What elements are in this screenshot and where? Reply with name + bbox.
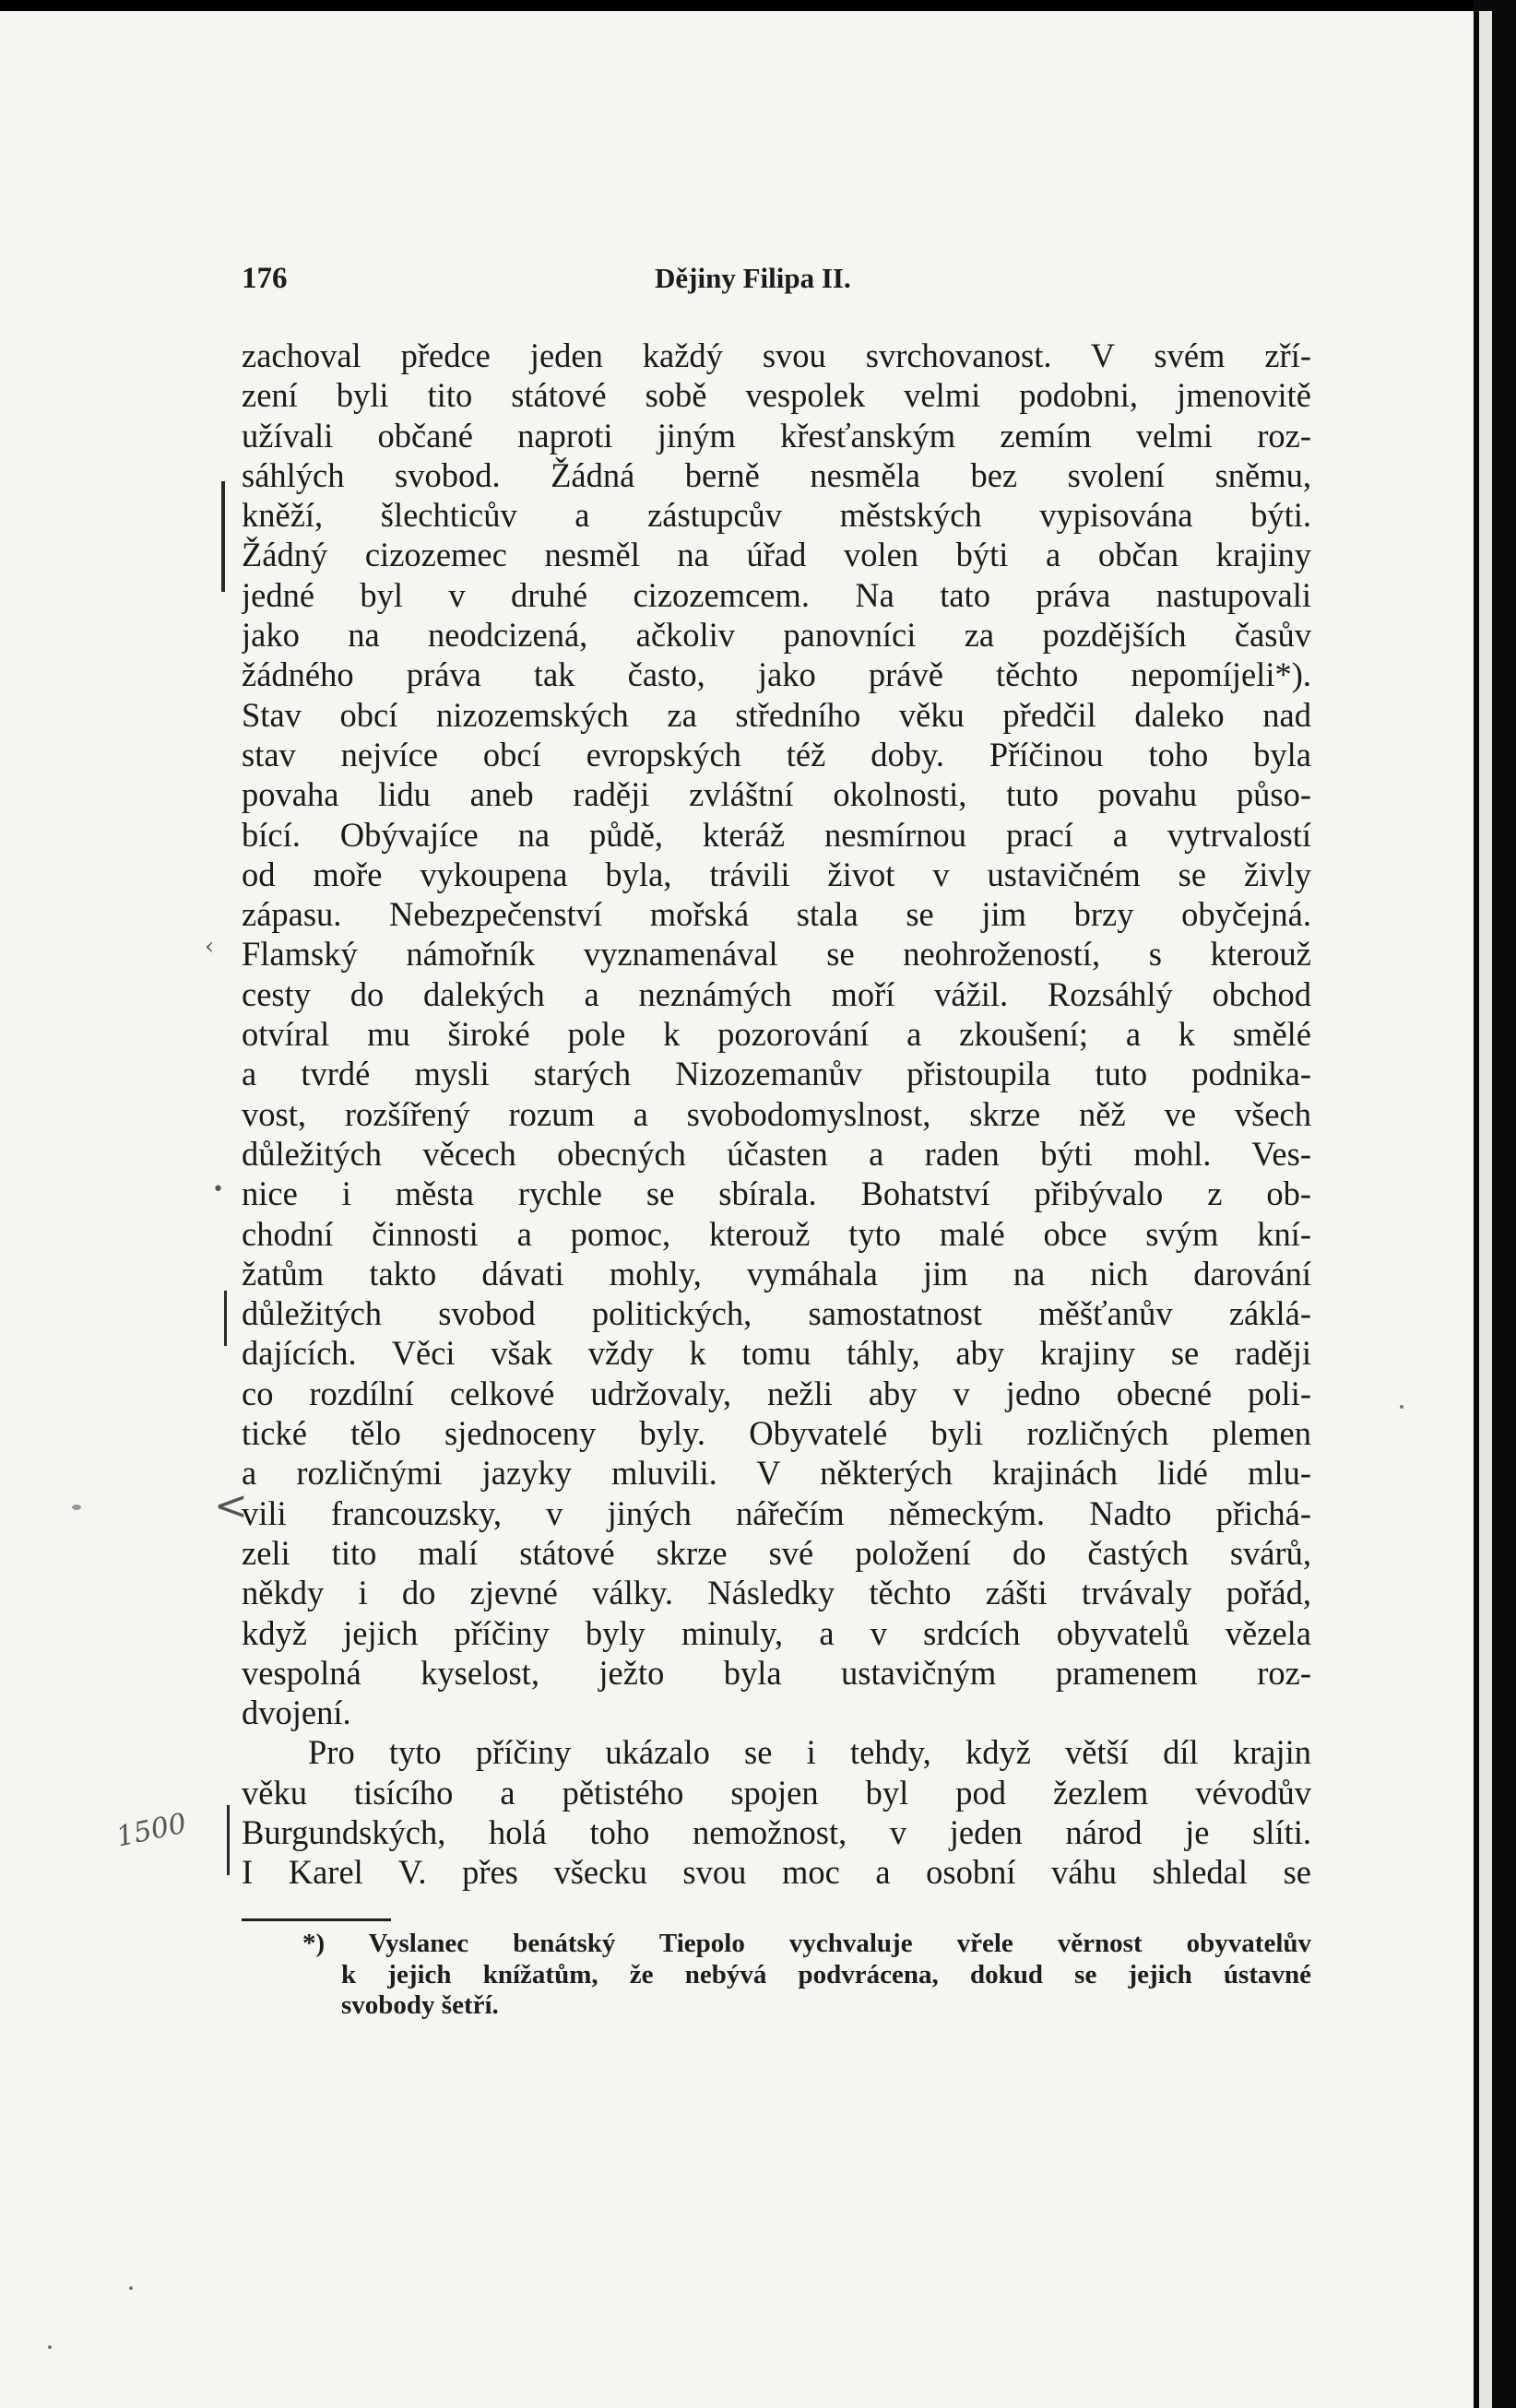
text-line: Burgundských, holá toho nemožnost, v jeden národ je slíti. (242, 1812, 1311, 1851)
text-line: zachoval předce jeden každý svou svrchovanost. V svém zří- (242, 336, 1311, 374)
text-line: dajících. Věci však vždy k tomu táhly, aby krajiny se raději (242, 1334, 1311, 1373)
text-line: stav nejvíce obcí evropských též doby. Příčinou toho byla (242, 735, 1311, 773)
footnote-line: k jejich knížatům, že nebývá podvrácena, dokud se jejich ústavné (341, 1959, 1311, 1989)
body-text (242, 336, 1311, 1893)
text-line: povaha lidu aneb raději zvláštní okolnosti, tuto povahu půso- (242, 775, 1311, 814)
text-line: když jejich příčiny byly minuly, a v srdcích obyvatelů vězela (242, 1613, 1311, 1652)
footnote-rule (242, 1918, 391, 1921)
page-edge-strip (1479, 11, 1492, 2408)
margin-bracket (224, 1291, 227, 1346)
text-line: a rozličnými jazyky mluvili. V některých krajinách lidé mlu- (242, 1454, 1311, 1493)
scan-speck (1400, 1405, 1403, 1409)
text-line: jedné byl v druhé cizozemcem. Na tato práva nastupovali (242, 575, 1311, 614)
text-line: nice i města rychle se sbírala. Bohatství přibývalo z ob- (242, 1174, 1311, 1213)
text-line: Žádný cizozemec nesměl na úřad volen býti a občan krajiny (242, 536, 1311, 574)
text-line: zápasu. Nebezpečenství mořská stala se jim brzy obyčejná. (242, 895, 1311, 934)
text-line: věku tisícího a pětistého spojen byl pod žezlem vévodův (242, 1773, 1311, 1812)
text-line: zení byli tito státové sobě vespolek velmi podobni, jmenovitě (242, 376, 1311, 415)
margin-tick: • (212, 1178, 224, 1201)
text-line: Pro tyto příčiny ukázalo se i tehdy, když větší díl krajin (308, 1733, 1311, 1772)
text-line: Flamský námořník vyznamenával se neohrožeností, s kterouž (242, 935, 1311, 974)
page-number: 176 (242, 262, 288, 295)
text-line: důležitých svobod politických, samostatnost měšťanův záklá- (242, 1294, 1311, 1333)
footnote-line: *) Vyslanec benátský Tiepolo vychvaluje vřele věrnost obyvatelův (302, 1929, 1311, 1958)
text-line: někdy i do zjevné války. Následky těchto zášti trvávaly pořád, (242, 1574, 1311, 1612)
text-line: Stav obcí nizozemských za středního věku předčil daleko nad (242, 695, 1311, 734)
text-line: vost, rozšířený rozum a svobodomyslnost, skrze něž ve všech (242, 1094, 1311, 1133)
text-line: I Karel V. přes všecku svou moc a osobní váhu shledal se (242, 1853, 1311, 1892)
running-title: Dějiny Filipa II. (655, 262, 851, 294)
text-line: bící. Obývajíce na půdě, kteráž nesmírnou prací a vytrvalostí (242, 815, 1311, 854)
margin-bracket (221, 481, 225, 592)
scan-speck (48, 2345, 52, 2349)
text-line: co rozdílní celkové udržovaly, nežli aby v jedno obecné poli- (242, 1374, 1311, 1412)
text-line: sáhlých svobod. Žádná berně nesměla bez svolení sněmu, (242, 455, 1311, 494)
text-line: vespolná kyselost, ježto byla ustavičným pramenem roz- (242, 1653, 1311, 1692)
text-line: užívali občané naproti jiným křesťanským zemím velmi roz- (242, 416, 1311, 454)
footnote (302, 1929, 1311, 2022)
page-header (242, 262, 1317, 304)
text-line: jako na neodcizená, ačkoliv panovníci za pozdějších časův (242, 616, 1311, 655)
text-line: a tvrdé mysli starých Nizozemanův přistoupila tuto podnika- (242, 1055, 1311, 1093)
text-line: od moře vykoupena byla, trávili život v ustavičném se živly (242, 855, 1311, 893)
text-line: zeli tito malí státové skrze své položení do častých svárů, (242, 1533, 1311, 1572)
text-line: vili francouzsky, v jiných nářečím německým. Nadto přichá- (242, 1493, 1311, 1532)
book-page (0, 11, 1474, 2408)
text-line: dvojení. (242, 1694, 351, 1732)
text-line: žatům takto dávati mohly, vymáhala jim na nich darování (242, 1254, 1311, 1293)
text-line: kněží, šlechticův a zástupcův městských vypisována býti. (242, 496, 1311, 535)
text-line: otvíral mu široké pole k pozorování a zkoušení; a k smělé (242, 1015, 1311, 1054)
footnote-line: svobody šetří. (341, 1990, 499, 2020)
text-line: cesty do dalekých a neznámých moří vážil. Rozsáhlý obchod (242, 974, 1311, 1013)
margin-tick: ‹ (205, 933, 215, 961)
margin-year-note: 1500 (113, 1807, 190, 1854)
text-line: důležitých věcech obecných účasten a raden býti mohl. Ves- (242, 1134, 1311, 1173)
margin-chevron: < (214, 1482, 248, 1529)
text-line: tické tělo sjednoceny byly. Obyvatelé byli rozličných plemen (242, 1414, 1311, 1453)
text-line: žádného práva tak často, jako právě těchto nepomíjeli*). (242, 655, 1311, 694)
text-line: chodní činnosti a pomoc, kterouž tyto malé obce svým kní- (242, 1214, 1311, 1253)
scan-top-border (0, 0, 1516, 11)
margin-bracket (227, 1805, 230, 1875)
scan-speck (72, 1505, 81, 1510)
scan-speck (129, 2286, 133, 2290)
